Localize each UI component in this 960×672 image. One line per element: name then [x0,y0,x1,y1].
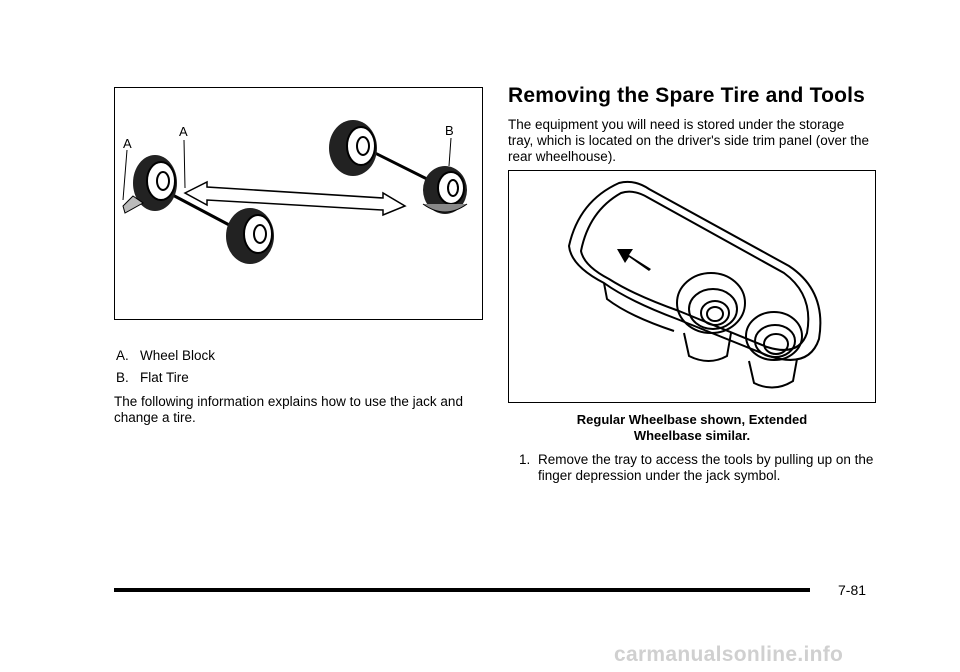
tire-front-right [226,208,274,264]
tray-outline [569,182,820,360]
step-1 [519,452,875,484]
leader-b [449,138,451,166]
wheel-block-figure [114,87,483,320]
figure-caption: Regular Wheelbase shown, Extended Wheelbase similar. [576,412,808,443]
storage-paragraph: The equipment you will need is stored under the storage tray, which is located on the driver's side trim panel (over the rear wheelhouse). [508,117,869,164]
section-heading: Removing the Spare Tire and Tools [508,84,866,107]
wheel-block-illustration [115,88,481,318]
flat-tire [423,166,467,214]
label-a-center: A [179,124,188,139]
leader-a1 [123,150,127,200]
legend-item: B. Flat Tire [116,370,189,385]
label-b: B [445,123,454,138]
watermark: carmanualsonline.info [614,643,844,666]
label-a-left: A [123,136,132,151]
double-arrow [185,182,405,215]
footer-rule [114,588,810,592]
jack-info-paragraph: The following information explains how to use the jack and change a tire. [114,394,463,425]
leader-a2 [184,140,185,188]
figure-legend [116,345,215,389]
page-number: 7-81 [838,582,867,598]
storage-tray-illustration [509,171,874,401]
storage-tray-figure [508,170,876,403]
legend-item: A. Wheel Block [116,348,216,363]
tire-rear-left [329,120,377,176]
step-number: 1. [519,452,531,467]
step-text: Remove the tray to access the tools by pulling up on the finger depression under the jack symbol. [538,452,874,483]
